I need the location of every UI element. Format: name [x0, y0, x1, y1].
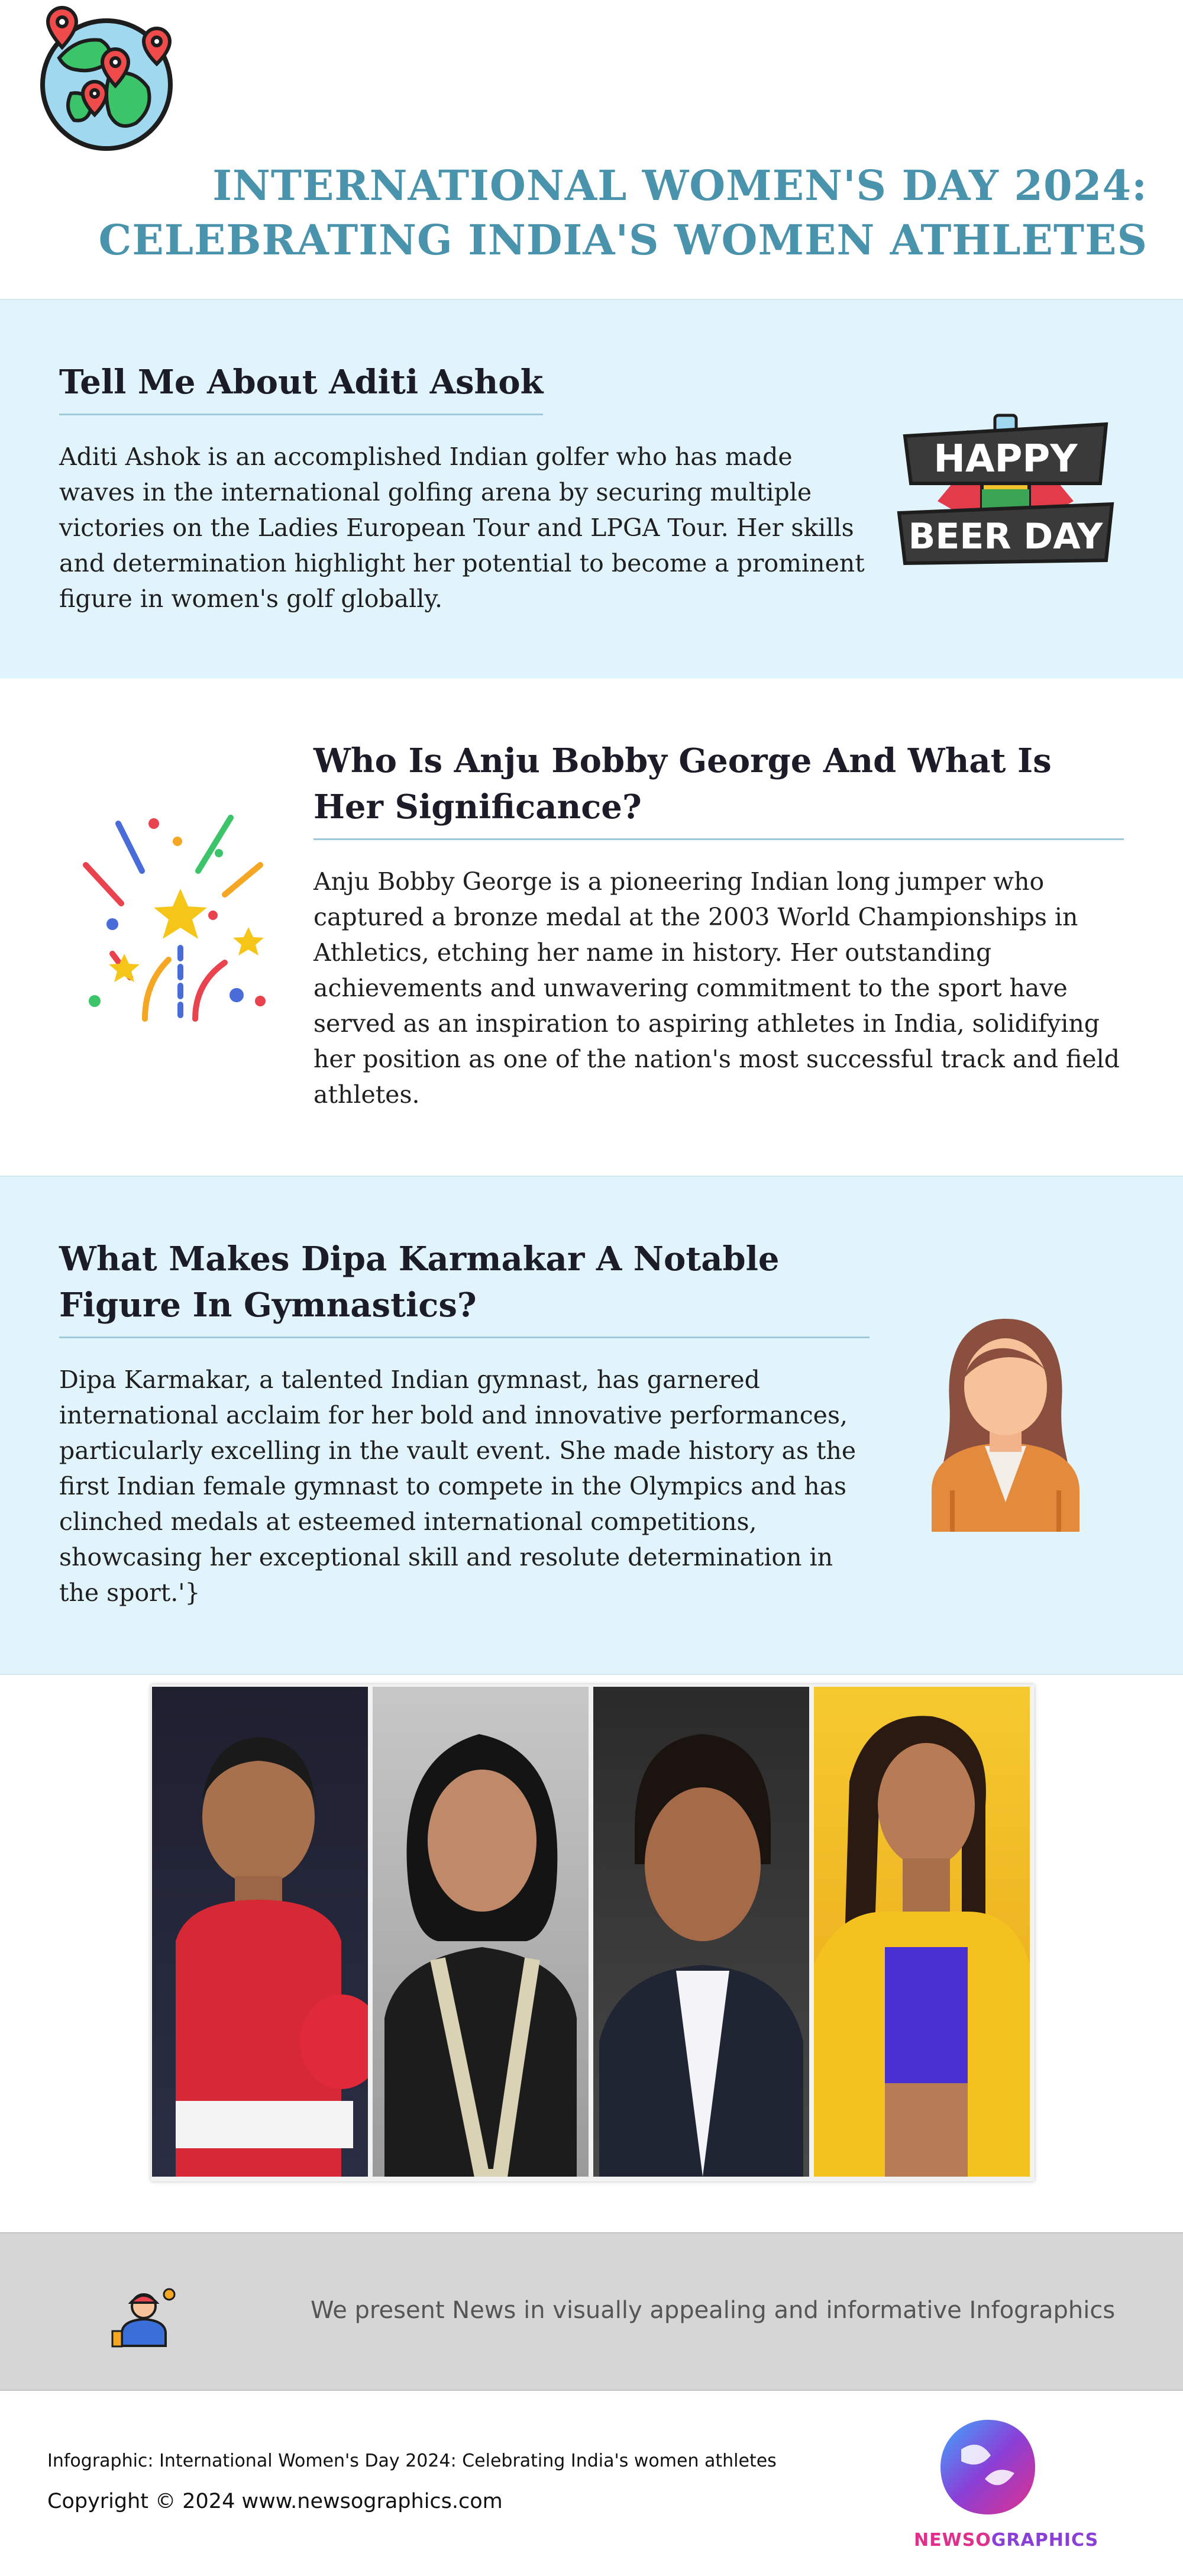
section-heading: What Makes Dipa Karmakar A Notable Figure In Gymnastics? [59, 1236, 870, 1338]
section-body: Dipa Karmakar, a talented Indian gymnast, has garnered international acclaim for her bold and innovative performances, particularly excelling in the vault event. She made history as the first Indian female gymnast to compete in the Olympics and has clinched medals at esteemed international competitions, showcasing her exceptional skill and resolute determination in the sport.'} [59, 1366, 856, 1607]
footer-caption: Infographic: International Women's Day 2024: Celebrating India's women athletes [47, 2451, 777, 2471]
athlete-photo-woman-4 [814, 1687, 1030, 2177]
athlete-photo-woman-3 [593, 1687, 809, 2177]
brand-name-part1: NEWSO [914, 2530, 991, 2551]
section-body: Aditi Ashok is an accomplished Indian golfer who has made waves in the international golfing arena by securing multiple victories on the Ladies European Tour and LPGA Tour. Her skills and determination highlight her potential to become a prominent figure in women's golf globally. [59, 443, 865, 613]
athlete-photo-boxer [152, 1687, 368, 2177]
globe-map-pins-icon [35, 5, 183, 153]
mechanic-worker-icon [111, 2284, 176, 2349]
badge-line1: HAPPY [933, 437, 1078, 481]
badge-line2: BEER DAY [908, 516, 1103, 557]
footer-copyright: Copyright © 2024 www.newsographics.com [47, 2490, 503, 2513]
section-body: Anju Bobby George is a pioneering Indian long jumper who captured a bronze medal at the 2003 World Championships in Athletics, etching her name in history. Her outstanding achievements and unwavering commitment to the sport have served as an inspiration to aspiring athletes in India, solidifying her position as one of the nation's most successful track and field athletes. [313, 867, 1120, 1109]
section-dipa-karmakar [0, 1176, 1183, 1675]
section-anju-bobby-george [0, 679, 1183, 1176]
fireworks-icon [77, 806, 278, 1025]
section-aditi-ashok [0, 299, 1183, 680]
brand-name-part2: GRAPHICS [991, 2530, 1099, 2551]
woman-avatar-icon [920, 1313, 1091, 1532]
happy-beer-day-badge-icon [893, 395, 1118, 590]
tagline-text: We present News in visually appealing and informative Infographics [311, 2297, 1116, 2324]
tagline-band [0, 2232, 1183, 2391]
section-heading: Tell Me About Aditi Ashok [59, 359, 543, 415]
section-heading: Who Is Anju Bobby George And What Is Her Significance? [313, 738, 1124, 840]
newsographics-logo[interactable] [914, 2408, 1099, 2568]
page-title: INTERNATIONAL WOMEN'S DAY 2024: CELEBRATING INDIA'S WOMEN ATHLETES [98, 161, 1148, 264]
athlete-photo-woman-2 [373, 1687, 589, 2177]
newsographics-logo-icon [935, 2414, 1041, 2520]
athletes-photo-collage [151, 1684, 1035, 2181]
